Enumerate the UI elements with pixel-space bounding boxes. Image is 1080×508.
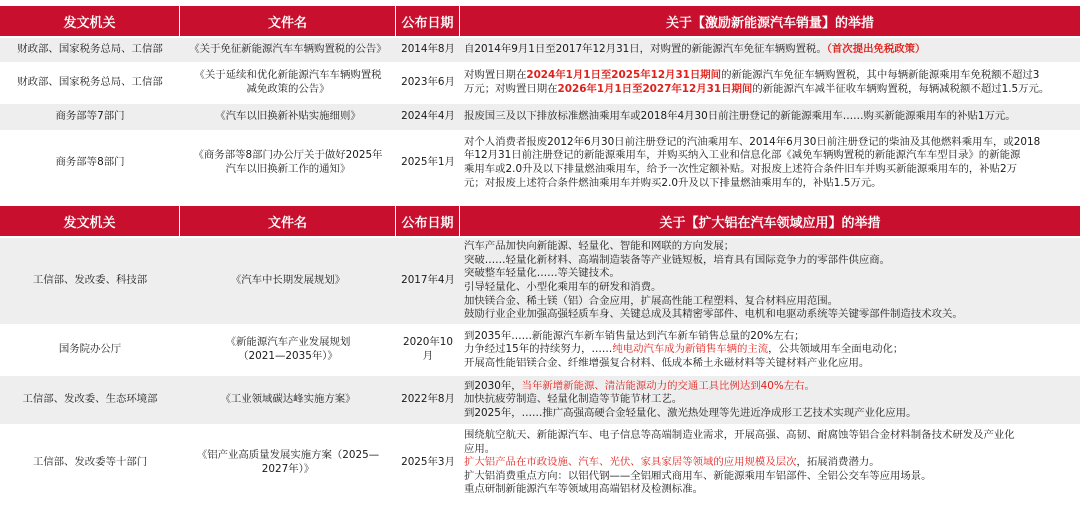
cell-date: 2024年4月 (396, 102, 460, 130)
cell-org: 工信部、发改委等十部门 (0, 424, 180, 500)
file-line: 《新能源汽车产业发展规划 (225, 336, 351, 349)
cell-org: 商务部等7部门 (0, 102, 180, 130)
cell-date: 2025年3月 (396, 424, 460, 500)
file-line: 减免政策的公告》 (246, 83, 330, 95)
cell-org: 国务院办公厅 (0, 324, 180, 374)
measure-line: 扩大铝消费重点方向：以铝代钢——全铝厢式商用车、新能源乘用车铝部件、全铝公交车等应用场景。 (464, 469, 932, 482)
text: ，拓展消费潜力。 (796, 456, 880, 469)
cell-file (180, 324, 396, 374)
cell-date: 2022年8月 (396, 374, 460, 424)
file-line: 《关于延续和优化新能源汽车车辆购置税 (194, 69, 382, 82)
file-line: 汽车以旧换新工作的通知》 (225, 163, 351, 175)
cell-measures: 报废国三及以下排放标准燃油乘用车或2018年4月30日前注册登记的新能源乘用车……购买新能源乘用车的补贴1万元。 (460, 102, 1080, 130)
file-line: （2021—2035年）》 (238, 350, 338, 362)
table-aluminum-application (0, 206, 1080, 500)
cell-measures (460, 424, 1080, 500)
cell-file: 《工业领域碳达峰实施方案》 (180, 374, 396, 424)
measure-line: 年12月31日前注册登记的新能源乘用车，并购买纳入工业和信息化部《减免车辆购置税的新能源汽车车型目录》的新能源 (464, 149, 1021, 162)
table-row (0, 236, 1080, 324)
measure-line (464, 69, 1076, 83)
measure-line (464, 456, 1076, 470)
table-row (0, 36, 1080, 62)
cell-org: 工信部、发改委、科技部 (0, 236, 180, 324)
text: 对购置日期在 (464, 69, 527, 82)
cell-date: 2020年10月 (396, 324, 460, 374)
text: 力争经过15年的持续努力，…… (464, 343, 613, 356)
cell-org: 商务部等8部门 (0, 130, 180, 194)
file-line: 《商务部等8部门办公厅关于做好2025年 (193, 149, 383, 162)
measure-line: 加快抗疲劳制造、轻量化制造等节能节材工艺。 (464, 393, 683, 406)
cell-file: 《关于免征新能源汽车车辆购置税的公告》 (180, 36, 396, 62)
cell-date: 2014年8月 (396, 36, 460, 62)
cell-measures (460, 36, 1080, 62)
measure-line: 围绕航空航天、新能源汽车、电子信息等高端制造业需求，开展高强、高韧、耐腐蚀等铝合金材料制备技术研发及产业化 (464, 429, 1015, 442)
cell-file (180, 424, 396, 500)
highlight-text: 扩大铝产品在市政设施、汽车、光伏、家具家居等领域的应用规模及层次 (464, 456, 797, 469)
header-publish-date: 公布日期 (396, 206, 460, 236)
text: 的新能源汽车减半征收车辆购置税，每辆减税额不超过1.5万元。 (752, 83, 1050, 95)
cell-measures (460, 236, 1080, 324)
table-sales-incentives (0, 6, 1080, 194)
cell-measures (460, 324, 1080, 374)
header-issuing-authority: 发文机关 (0, 206, 180, 236)
header-document-name: 文件名 (180, 6, 396, 36)
measure-line (464, 380, 1076, 394)
cell-measures (460, 130, 1080, 194)
table-header-row (0, 6, 1080, 36)
cell-file: 《汽车中长期发展规划》 (180, 236, 396, 324)
header-issuing-authority: 发文机关 (0, 6, 180, 36)
highlight-text: 当年新增新能源、清洁能源动力的交通工具比例达到40%左右。 (521, 379, 815, 392)
header-document-name: 文件名 (180, 206, 396, 236)
measure-line: 元；对报废上述符合条件燃油乘用车并购买2.0升及以下排量燃油乘用车的，补贴1.5万元。 (464, 176, 882, 189)
highlight-text: 2026年1月1日至2027年12月31日期间 (557, 83, 753, 95)
measure-line: 乘用车或2.0升及以下排量燃油乘用车，给予一次性定额补贴。对报废上述符合条件旧车并购买新能源乘用车的，补贴2万 (464, 163, 1018, 175)
cell-measures (460, 374, 1080, 424)
measure-line (464, 83, 1076, 97)
header-publish-date: 公布日期 (396, 6, 460, 36)
measure-line: 加快镁合金、稀土镁（铝）合金应用，扩展高性能工程塑料、复合材料应用范围。 (464, 294, 839, 307)
text: ，公共领域用车全面电动化； (768, 343, 904, 356)
measure-line: 应用。 (464, 442, 496, 455)
highlight-text: （首次提出免税政策） (826, 43, 926, 56)
text: 的新能源汽车免征车辆购置税，其中每辆新能源乘用车免税额不超过3 (721, 69, 1040, 82)
measure-line: 汽车产品加快向新能源、轻量化、智能和网联的方向发展； (464, 240, 735, 253)
cell-file (180, 130, 396, 194)
table-row (0, 374, 1080, 424)
cell-org: 财政部、国家税务总局、工信部 (0, 62, 180, 102)
measure-line (464, 343, 1076, 357)
measure-line: 引导轻量化、小型化乘用车的研发和消费。 (464, 281, 662, 293)
measure-line: 到2025年，……推广高强高硬合金轻量化、激光热处理等先进近净成形工艺技术实现产业化应用。 (464, 406, 917, 419)
cell-measures (460, 62, 1080, 102)
cell-org: 财政部、国家税务总局、工信部 (0, 36, 180, 62)
cell-org: 工信部、发改委、生态环境部 (0, 374, 180, 424)
file-line: 2027年）》 (261, 463, 315, 475)
cell-date: 2017年4月 (396, 236, 460, 324)
measure-line: 突破整车轻量化……等关键技术。 (464, 267, 620, 280)
measure-line: 到2035年……新能源汽车新车销售量达到汽车新车销售总量的20%左右； (464, 329, 805, 342)
table-row (0, 62, 1080, 102)
cell-date: 2025年1月 (396, 130, 460, 194)
header-measures: 关于【激励新能源汽车销量】的举措 (460, 6, 1080, 36)
measure-line: 对个人消费者报废2012年6月30日前注册登记的汽油乘用车、2014年6月30日前注册登记的柴油及其他燃料乘用车，或2018 (464, 135, 1041, 148)
file-line: 《铝产业高质量发展实施方案（2025— (196, 449, 380, 462)
cell-file: 《汽车以旧换新补贴实施细则》 (180, 102, 396, 130)
header-measures: 关于【扩大铝在汽车领域应用】的举措 (460, 206, 1080, 236)
cell-file (180, 62, 396, 102)
highlight-text: 纯电动汽车成为新销售车辆的主流 (612, 343, 769, 356)
table-row (0, 102, 1080, 130)
measure-line: 鼓励行业企业加强高强轻质车身、关键总成及其精密零部件、电机和电驱动系统等关键零部件制造技术攻关。 (464, 308, 963, 321)
measure-line: 突破……轻量化新材料、高端制造装备等产业链短板，培育具有国际竞争力的零部件供应商。 (464, 253, 891, 266)
measure-line: 重点研制新能源汽车等领域用高端铝材及检测标准。 (464, 483, 703, 496)
text: 自2014年9月1日至2017年12月31日，对购置的新能源汽车免征车辆购置税。 (464, 43, 827, 56)
measure-line: 开展高性能铝镁合金、纤维增强复合材料、低成本稀土永磁材料等关键材料产业化应用。 (464, 356, 870, 369)
cell-date: 2023年6月 (396, 62, 460, 102)
table-header-row (0, 206, 1080, 236)
table-row (0, 324, 1080, 374)
text: 万元；对购置日期在 (464, 83, 558, 95)
text: 到2030年， (464, 379, 522, 392)
highlight-text: 2024年1月1日至2025年12月31日期间 (526, 69, 722, 82)
table-row (0, 424, 1080, 500)
table-row (0, 130, 1080, 194)
